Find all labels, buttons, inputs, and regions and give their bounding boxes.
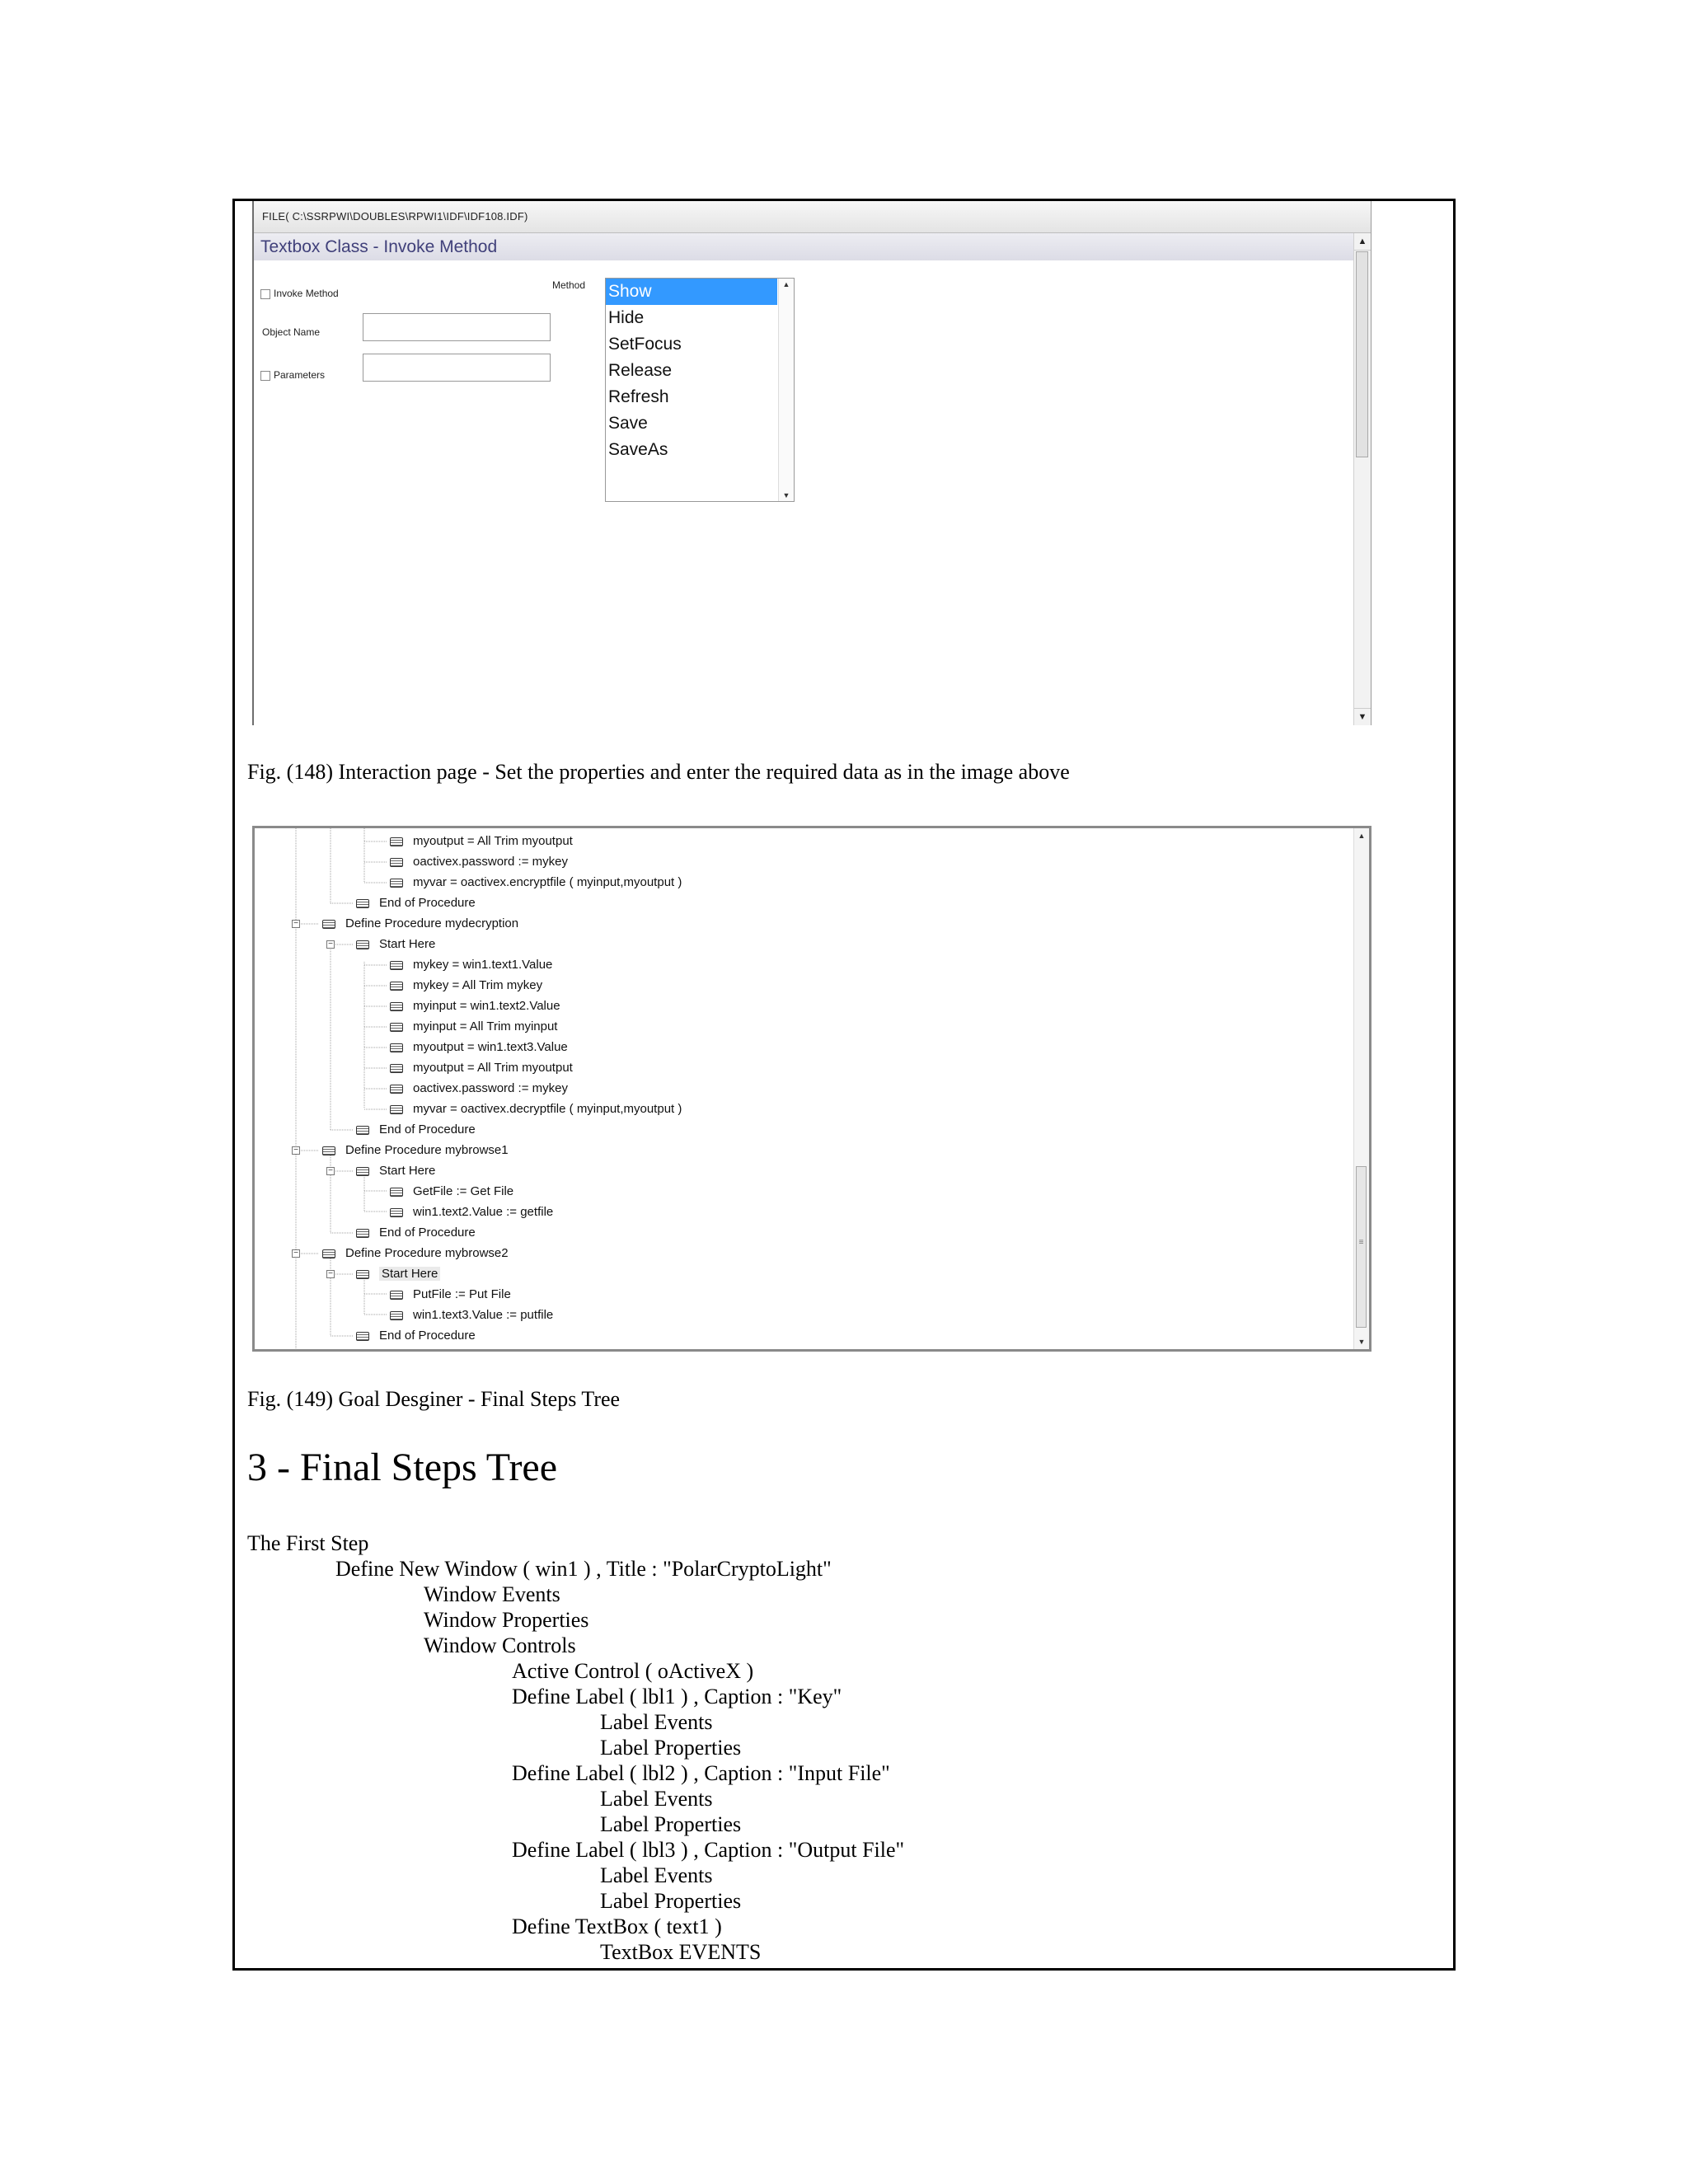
tree-node[interactable]: GetFile := Get File [390, 1183, 513, 1201]
step-node-icon [356, 1126, 369, 1135]
window-title: Textbox Class - Invoke Method [254, 233, 1371, 260]
step-line: The First Step [247, 1531, 369, 1555]
tree-node-selected[interactable]: Start Here [356, 1265, 440, 1283]
step-node-icon [322, 920, 335, 929]
step-node-icon [390, 1291, 403, 1300]
section-heading: 3 - Final Steps Tree [247, 1446, 558, 1489]
step-node-icon [390, 961, 403, 970]
tree-node[interactable]: myvar = oactivex.encryptfile ( myinput,myoutput ) [390, 874, 682, 892]
tree-scrollbar[interactable] [1353, 828, 1369, 1349]
step-node-icon [322, 1249, 335, 1258]
step-node-icon [390, 982, 403, 991]
tree-node[interactable]: win1.text3.Value := putfile [390, 1306, 553, 1324]
collapse-icon[interactable]: − [292, 1249, 300, 1258]
scrollbar-thumb[interactable] [1356, 1166, 1367, 1328]
step-node-icon [356, 1270, 369, 1279]
step-node-icon [390, 1188, 403, 1197]
step-node-icon [356, 1332, 369, 1341]
object-name-label: Object Name [262, 326, 321, 338]
step-line: Label Events [600, 1863, 713, 1887]
step-node-icon [322, 1146, 335, 1155]
tree-node[interactable]: Start Here [356, 935, 435, 954]
scroll-up-icon[interactable]: ▲ [1357, 832, 1366, 840]
step-line: Define Label ( lbl1 ) , Caption : "Key" [512, 1685, 842, 1708]
step-node-icon [390, 1023, 403, 1032]
invoke-method-checkbox[interactable] [260, 289, 270, 299]
step-node-icon [356, 1229, 369, 1238]
figure-148-caption: Fig. (148) Interaction page - Set the properties and enter the required data as in the image above [247, 760, 1070, 784]
step-line: Label Events [600, 1787, 713, 1811]
scrollbar-thumb[interactable] [1356, 251, 1368, 457]
step-node-icon [390, 1064, 403, 1073]
step-node-icon [390, 858, 403, 867]
file-path-bar: FILE( C:\SSRPWI\DOUBLES\RPWI1\IDF\IDF108.IDF) [254, 201, 1371, 233]
step-line: Define TextBox ( text1 ) [512, 1915, 722, 1938]
tree-node[interactable]: Start Here [356, 1162, 435, 1180]
collapse-icon[interactable]: − [292, 1146, 300, 1155]
method-option-hide[interactable]: Hide [608, 308, 645, 327]
step-line: Active Control ( oActiveX ) [512, 1659, 754, 1683]
method-option-setfocus[interactable]: SetFocus [608, 335, 682, 354]
step-line: Define Label ( lbl2 ) , Caption : "Input File" [512, 1761, 890, 1785]
method-label: Method [552, 279, 586, 291]
step-line: Window Events [424, 1582, 560, 1606]
tree-node[interactable]: End of Procedure [356, 1327, 476, 1345]
object-name-input[interactable] [363, 313, 551, 341]
scroll-up-icon[interactable]: ▲ [782, 280, 790, 288]
collapse-icon[interactable]: − [292, 920, 300, 928]
step-node-icon [390, 1105, 403, 1114]
step-node-icon [390, 1208, 403, 1217]
step-node-icon [356, 1167, 369, 1176]
window-scrollbar[interactable] [1353, 233, 1371, 725]
step-line: Define Label ( lbl3 ) , Caption : "Output File" [512, 1838, 905, 1862]
step-line: Label Properties [600, 1812, 742, 1836]
tree-node[interactable]: PutFile := Put File [390, 1286, 511, 1304]
tree-node[interactable]: End of Procedure [356, 1224, 476, 1242]
tree-node[interactable]: Define Procedure mybrowse2 [322, 1244, 509, 1263]
tree-node[interactable]: mykey = win1.text1.Value [390, 956, 552, 974]
method-listbox[interactable] [605, 278, 795, 502]
method-option-refresh[interactable]: Refresh [608, 387, 669, 406]
tree-node[interactable]: myoutput = All Trim myoutput [390, 832, 573, 851]
collapse-icon[interactable]: − [326, 1167, 335, 1175]
invoke-method-option[interactable] [260, 288, 339, 299]
invoke-method-window [252, 201, 1372, 725]
tree-node[interactable]: myvar = oactivex.decryptfile ( myinput,myoutput ) [390, 1100, 682, 1118]
parameters-option[interactable] [260, 369, 325, 381]
method-option-saveas[interactable]: SaveAs [608, 440, 668, 459]
tree-node[interactable]: oactivex.password := mykey [390, 1080, 568, 1098]
collapse-icon[interactable]: − [326, 1270, 335, 1278]
method-listbox-scrollbar[interactable] [778, 279, 794, 501]
step-node-icon [390, 837, 403, 846]
step-line: Label Properties [600, 1889, 742, 1913]
goal-designer-tree [252, 826, 1372, 1352]
scroll-down-icon[interactable]: ▼ [1354, 708, 1371, 725]
step-line: Window Properties [424, 1608, 589, 1632]
tree-node[interactable]: myinput = All Trim myinput [390, 1018, 557, 1036]
step-line: Define New Window ( win1 ) , Title : "PolarCryptoLight" [335, 1557, 832, 1581]
step-node-icon [356, 940, 369, 949]
invoke-method-label: Invoke Method [274, 288, 339, 299]
tree-node[interactable]: End of Procedure [356, 1121, 476, 1139]
scroll-down-icon[interactable]: ▼ [1357, 1338, 1366, 1346]
step-node-icon [390, 1002, 403, 1011]
scroll-up-icon[interactable]: ▲ [1354, 233, 1371, 251]
step-node-icon [356, 899, 369, 908]
tree-node[interactable]: myoutput = All Trim myoutput [390, 1059, 573, 1077]
grip-icon: ≡ [1358, 1238, 1364, 1247]
method-option-release[interactable]: Release [608, 361, 673, 380]
step-line: Label Properties [600, 1736, 742, 1760]
parameters-checkbox[interactable] [260, 371, 270, 381]
step-node-icon [390, 879, 403, 888]
step-node-icon [390, 1085, 403, 1094]
tree-node[interactable]: Define Procedure mydecryption [322, 915, 518, 933]
parameters-label: Parameters [274, 369, 326, 381]
tree-node[interactable]: Define Procedure mybrowse1 [322, 1141, 509, 1160]
tree-node[interactable]: End of Procedure [356, 894, 476, 912]
tree-node[interactable]: win1.text2.Value := getfile [390, 1203, 553, 1221]
parameters-input[interactable] [363, 354, 551, 382]
step-line: TextBox EVENTS [600, 1940, 762, 1964]
method-option-show[interactable]: Show [606, 279, 777, 305]
tree-node[interactable]: oactivex.password := mykey [390, 853, 568, 871]
tree-node[interactable]: mykey = All Trim mykey [390, 977, 542, 995]
step-node-icon [390, 1043, 403, 1052]
step-line: Label Events [600, 1710, 713, 1734]
tree-node[interactable]: myinput = win1.text2.Value [390, 997, 560, 1015]
step-line: Window Controls [424, 1633, 576, 1657]
figure-149-caption: Fig. (149) Goal Desginer - Final Steps Tree [247, 1387, 621, 1411]
step-node-icon [390, 1311, 403, 1320]
collapse-icon[interactable]: − [326, 940, 335, 949]
scroll-down-icon[interactable]: ▼ [782, 491, 790, 499]
method-option-save[interactable]: Save [608, 414, 648, 433]
tree-node[interactable]: myoutput = win1.text3.Value [390, 1038, 568, 1057]
